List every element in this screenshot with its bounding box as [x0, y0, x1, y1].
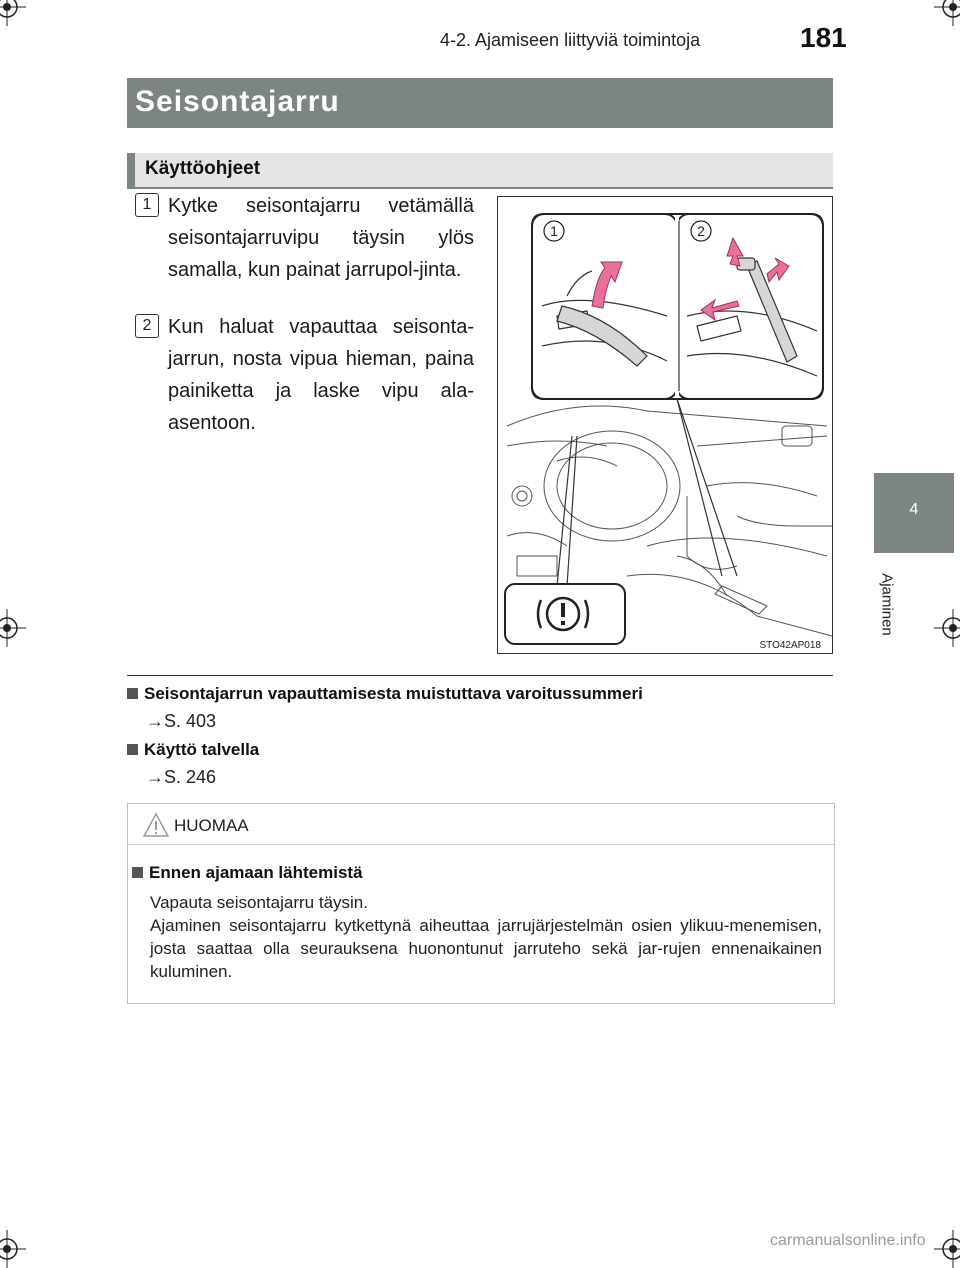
- square-bullet-icon: [127, 744, 138, 755]
- registration-mark-icon: [0, 0, 26, 26]
- note-heading-2: [127, 740, 259, 760]
- registration-mark-icon: [934, 0, 960, 26]
- section-divider: [127, 675, 833, 676]
- registration-mark-icon: [0, 609, 26, 647]
- step-number-2: 2: [135, 314, 159, 338]
- chapter-label: Ajaminen: [878, 573, 896, 636]
- step-text-2: Kun haluat vapauttaa seisonta-jarrun, nosta vipua hieman, paina painiketta ja laske vipu ala-asentoon.: [168, 316, 474, 434]
- caution-subheading-text: Ennen ajamaan lähtemistä: [149, 863, 363, 882]
- subheading-marker: [127, 153, 135, 187]
- caution-header: [128, 804, 834, 845]
- subheading-bar: [127, 153, 833, 189]
- note-heading-1-text: Seisontajarrun vapauttamisesta muistuttava varoitussummeri: [144, 684, 643, 703]
- square-bullet-icon: [132, 867, 143, 878]
- note-reference-2[interactable]: →S. 246: [146, 767, 217, 787]
- chapter-tab[interactable]: [874, 473, 954, 553]
- caution-body: [150, 891, 822, 983]
- registration-mark-icon: [934, 1230, 960, 1268]
- caution-subheading: [132, 863, 363, 883]
- chapter-label-area: [870, 562, 904, 652]
- registration-mark-icon: [934, 609, 960, 647]
- page-title: Seisontajarru: [135, 85, 340, 118]
- subheading: Käyttöohjeet: [145, 158, 261, 179]
- parking-brake-illustration: [497, 196, 833, 654]
- note-heading-1: [127, 684, 643, 704]
- square-bullet-icon: [127, 688, 138, 699]
- watermark: carmanualsonline.info: [770, 1232, 926, 1249]
- note-reference-1[interactable]: →S. 403: [146, 711, 217, 731]
- caution-line-1: Vapauta seisontajarru täysin.: [150, 893, 368, 912]
- caution-box: [127, 803, 835, 1004]
- step-text-1: Kytke seisontajarru vetämällä seisontajarruvipu täysin ylös samalla, kun painat jarrupol-jinta.: [168, 195, 474, 281]
- page-number: 181: [800, 22, 847, 53]
- caution-line-2: Ajaminen seisontajarru kytkettynä aiheuttaa jarrujärjestelmän osien ylikuu-menemisen, josta saattaa olla seurauksena huonontunut jarruteho sekä jar-rujen ennenaikainen kuluminen.: [150, 916, 822, 981]
- section-header: 4-2. Ajamiseen liittyviä toimintoja: [440, 30, 701, 50]
- caution-label: HUOMAA: [174, 816, 249, 835]
- illustration-code: STO42AP018: [759, 640, 821, 651]
- callout-2: 2: [697, 223, 705, 239]
- warning-triangle-icon: [142, 812, 170, 838]
- chapter-number: 4: [909, 501, 919, 518]
- step-number-1: 1: [135, 193, 159, 217]
- callout-1: 1: [550, 223, 558, 239]
- note-heading-2-text: Käyttö talvella: [144, 740, 260, 759]
- title-bar: [127, 78, 833, 128]
- registration-mark-icon: [0, 1230, 26, 1268]
